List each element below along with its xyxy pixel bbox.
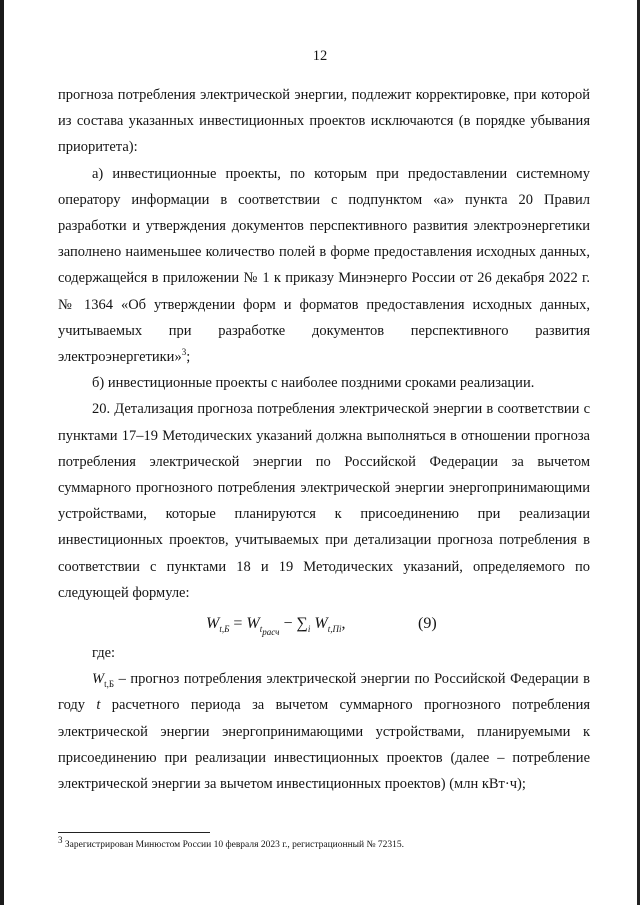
formula-9 xyxy=(58,608,590,640)
page-left-edge xyxy=(0,0,4,905)
paragraph-section-20: 20. Детализация прогноза потребления электрической энергии в соответствии с пунктами 17–19 Методических указаний должна выполняться в отношении прогноза потребления электрической энергии по Российской Федерации за вычетом суммарного прогнозного потребления электрической энергии энергопринимающими устройствами, которые планируются к присоединению при реализации инвестиционных проектов, учитываемых при детализации прогноза потребления в соответствии с пунктами 18 и 19 Методических указаний, определяемого по следующей формуле: xyxy=(58,401,590,601)
paragraph-item-a-end: ; xyxy=(186,349,191,366)
paragraph-continuation: прогноза потребления электрической энергии, подлежит корректировке, при которой из состава указанных инвестиционных проектов исключаются (в порядке убывания приоритета): xyxy=(58,87,590,156)
document-body xyxy=(58,82,590,797)
footnote-ref: 3 xyxy=(181,347,187,358)
where-label: где: xyxy=(92,645,116,662)
paragraph-item-a-text: а) инвестиционные проекты, по которым при предоставлении системному оператору информации в соответствии с подпунктом «а» пункта 20 Правил разработки и утверждения документов перспективного развития электроэнергетики заполнено наименьшее количество полей в форме предоставления исходных данных, содержащейся в приложении № 1 к приказу Минэнерго России от 26 декабря 2022 г. № 1364 «Об утверждении форм и форматов предоставления исходных данных, учитываемых при разработке документов перспективного развития электроэнергетики» xyxy=(58,165,590,366)
paragraph-item-b: б) инвестиционные проекты с наиболее поздними сроками реализации. xyxy=(92,375,535,392)
paragraph-item-a xyxy=(58,161,590,371)
page-number: 12 xyxy=(312,48,328,64)
formula-expression: $W_{t,Б} = W_{t_{расч}} - \sum_i$ $W_{t,Пi}$, xyxy=(206,615,346,638)
variable-definition: $W_{t,Б}$ – прогноз потребления электрической энергии по Российской Федерации в году t расчетного периода за вычетом суммарного прогнозного потребления электрической энергии энергопринимающими устройствами, планируемыми к присоединению при реализации инвестиционных проектов (далее – потребление электрической энергии за вычетом инвестиционных проектов) (млн кВт·ч); xyxy=(58,671,590,793)
footnote-divider xyxy=(58,832,210,833)
footnote: $^3$ Зарегистрирован Минюстом России 10 февраля 2023 г., регистрационный № 72315. xyxy=(58,835,405,851)
formula-number: (9) xyxy=(418,615,437,633)
